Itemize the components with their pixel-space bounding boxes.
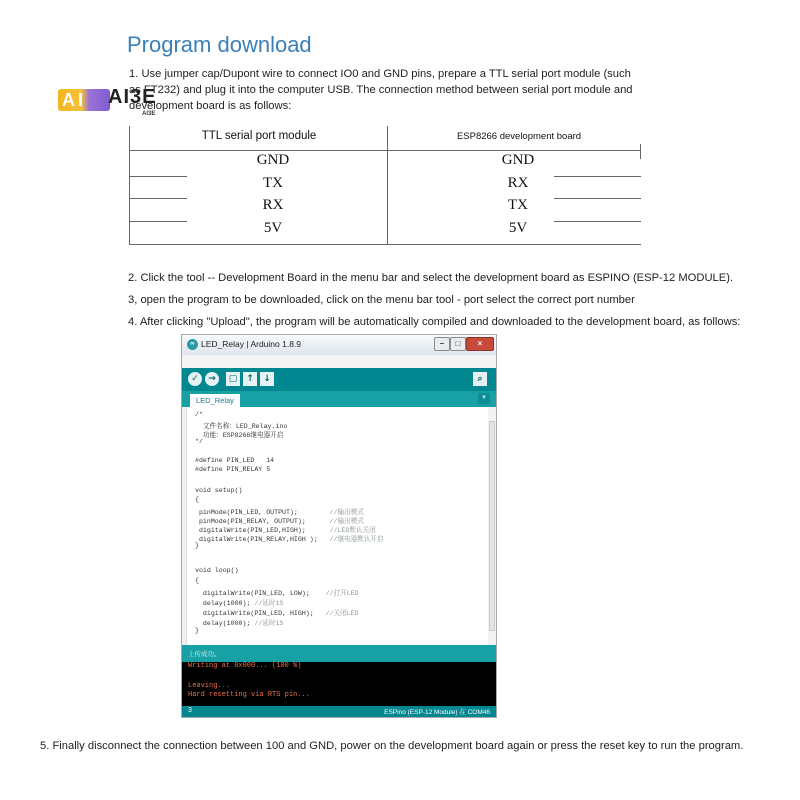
connection-table xyxy=(129,126,641,245)
table-cell: 5V xyxy=(263,220,283,236)
code-line: /* xyxy=(195,411,203,418)
tab-led-relay[interactable]: LED_Relay xyxy=(190,394,240,407)
table-cell: RX xyxy=(262,197,284,213)
step-5-text: 5. Finally disconnect the connection between 100 and GND, power on the development board again or press the reset key to run the program. xyxy=(40,740,744,752)
code-line: 功能：ESP8266继电器开启 xyxy=(195,432,284,439)
code-line: */ xyxy=(195,438,203,445)
code-line: digitalWrite(PIN_LED, HIGH); //关闭LED xyxy=(195,610,359,617)
code-line: void loop() xyxy=(195,567,239,574)
tab-bar xyxy=(182,391,496,407)
code-line: digitalWrite(PIN_LED, LOW); //打开LED xyxy=(195,590,359,597)
code-line: #define PIN_LED 14 xyxy=(195,457,275,464)
window-titlebar[interactable] xyxy=(182,335,496,355)
arduino-logo-icon: ∞ xyxy=(187,339,198,350)
watermark-sub: AI3E xyxy=(142,111,156,117)
serial-monitor-button[interactable]: ⌕ xyxy=(473,372,487,386)
status-bar xyxy=(182,645,496,662)
upload-button[interactable]: → xyxy=(205,372,219,386)
code-line: 文件名称：LED_Relay.ino xyxy=(195,423,288,430)
console-line: Hard resetting via RTS pin... xyxy=(188,691,310,699)
code-line: #define PIN_RELAY 5 xyxy=(195,466,271,473)
window-title: LED_Relay | Arduino 1.8.9 xyxy=(201,339,302,349)
step-1-text: 1. Use jumper cap/Dupont wire to connect IO0 and GND pins, prepare a TTL serial port module (such as FT232) and plug it into the computer USB. The connection method between serial port module and development board is as follows: xyxy=(129,68,633,112)
code-line: delay(1000); //延时1S xyxy=(195,620,284,627)
watermark-logo xyxy=(58,84,156,118)
table-cell: TX xyxy=(263,175,283,191)
table-cell: TX xyxy=(508,197,528,213)
output-console xyxy=(182,662,496,706)
table-cell: GND xyxy=(501,152,535,168)
ide-toolbar xyxy=(182,368,496,391)
code-line: pinMode(PIN_LED, OUTPUT); //输出模式 xyxy=(195,509,364,516)
footer-bar xyxy=(182,706,496,717)
page-title: Program download xyxy=(127,32,312,57)
step-2-text: 2. Click the tool -- Development Board in the menu bar and select the development board as ESPINO (ESP-12 MODULE). xyxy=(128,272,734,284)
code-line: } xyxy=(195,542,199,549)
line-number: 3 xyxy=(188,707,192,714)
watermark-badge-text: AI xyxy=(62,90,86,110)
watermark-badge xyxy=(58,89,110,111)
step-4-text: 4. After clicking "Upload", the program will be automatically compiled and downloaded to the development board, as follows: xyxy=(128,316,741,328)
code-line: pinMode(PIN_RELAY, OUTPUT); //输出模式 xyxy=(195,518,364,525)
tab-menu-dropdown-icon[interactable]: ▼ xyxy=(478,393,490,404)
save-sketch-button[interactable]: ↓ xyxy=(260,372,274,386)
open-sketch-button[interactable]: ↑ xyxy=(243,372,257,386)
step-3-text: 3, open the program to be downloaded, click on the menu bar tool - port select the correct port number xyxy=(128,294,635,306)
minimize-button[interactable]: – xyxy=(434,337,450,351)
code-line: void setup() xyxy=(195,487,243,494)
code-line: } xyxy=(195,627,199,634)
table-cell: GND xyxy=(256,152,290,168)
scrollbar-thumb[interactable] xyxy=(489,421,495,631)
menu-bar xyxy=(182,355,496,368)
code-editor[interactable] xyxy=(186,407,489,645)
code-line: { xyxy=(195,577,199,584)
code-line: { xyxy=(195,496,199,503)
maximize-button[interactable]: □ xyxy=(450,337,466,351)
table-header-ttl: TTL serial port module xyxy=(201,130,317,142)
status-message: 上传成功。 xyxy=(188,651,221,658)
editor-scrollbar[interactable] xyxy=(488,407,496,645)
watermark-brand: AI3E xyxy=(108,86,157,108)
console-line: Leaving... xyxy=(188,682,231,690)
new-sketch-button[interactable]: ▢ xyxy=(226,372,240,386)
arduino-ide-window xyxy=(181,334,497,718)
code-line: delay(1000); //延时1S xyxy=(195,600,284,607)
table-cell: 5V xyxy=(508,220,528,236)
verify-button[interactable]: ✓ xyxy=(188,372,202,386)
code-line: digitalWrite(PIN_LED,HIGH); //LED默认关闭 xyxy=(195,527,376,534)
board-port-label: ESPino (ESP-12 Module) 在 COM46 xyxy=(384,709,490,716)
table-cell: RX xyxy=(507,175,529,191)
code-line: digitalWrite(PIN_RELAY,HIGH ); //继电器默认开启 xyxy=(195,536,384,543)
table-header-esp: ESP8266 development board xyxy=(456,131,582,142)
console-line: Writing at 0x000... (100 %) xyxy=(188,662,302,670)
close-button[interactable]: × xyxy=(466,337,494,351)
